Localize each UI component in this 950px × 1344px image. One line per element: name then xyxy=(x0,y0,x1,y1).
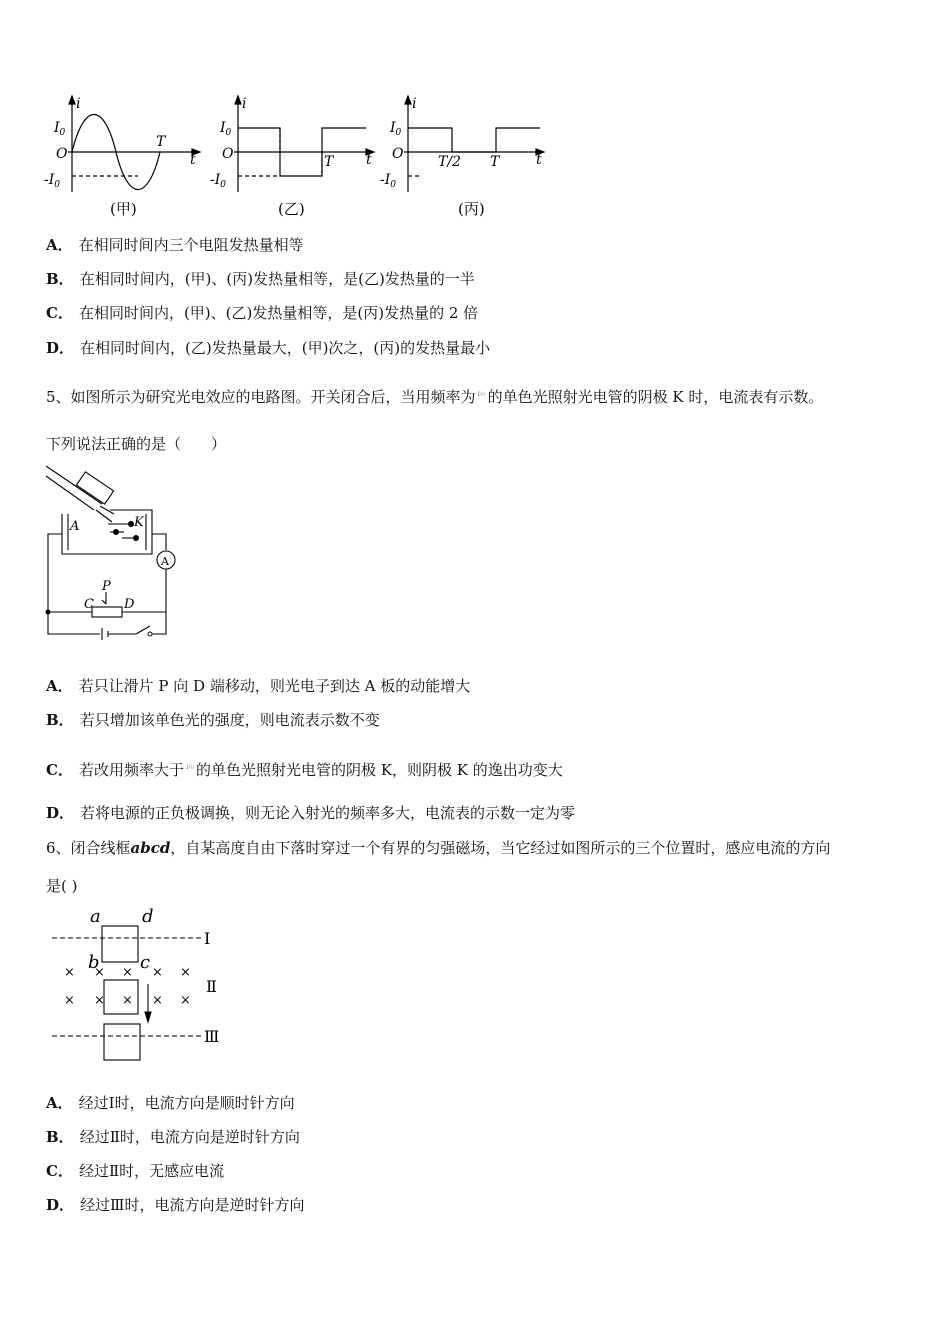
q4-option-d: D． 在相同时间内，(乙)发热量最大，(甲)次之，(丙)的发热量最小 xyxy=(46,339,491,357)
current-graphs-figure xyxy=(40,92,560,222)
q6-option-c: C． 经过Ⅱ时，无感应电流 xyxy=(46,1162,225,1180)
q5-option-b: B． 若只增加该单色光的强度，则电流表示数不变 xyxy=(46,711,380,729)
magnetic-field-figure xyxy=(46,904,236,1064)
cross-mark: × xyxy=(64,993,75,1008)
vertex-d-label: d xyxy=(142,906,154,927)
graph3-I0: $I_0$ xyxy=(390,120,402,138)
graph3-negI0: $-I_0$ xyxy=(380,172,396,190)
graph3-T-half: T/2 xyxy=(438,154,461,170)
graph1-axis-i: i xyxy=(76,96,81,112)
q6-option-d: D． 经过Ⅲ时，电流方向是逆时针方向 xyxy=(46,1196,305,1214)
cross-mark: × xyxy=(94,965,105,980)
graph3-caption: (丙) xyxy=(458,200,485,218)
cathode-label: K xyxy=(134,515,144,530)
q5-option-a: A． 若只让滑片 P 向 D 端移动，则光电子到达 A 板的动能增大 xyxy=(46,677,471,695)
q5-option-d: D． 若将电源的正负极调换，则无论入射光的频率多大，电流表的示数一定为零 xyxy=(46,804,576,822)
q4-option-a: A． 在相同时间内三个电阻发热量相等 xyxy=(46,236,304,254)
nu0-symbol: ν₀ xyxy=(185,762,195,771)
cross-mark: × xyxy=(180,993,191,1008)
cross-mark: × xyxy=(64,965,75,980)
q6-stem: 6、闭合线框abcd，自某高度自由下落时穿过一个有界的匀强磁场，当它经过如图所示的三个位置时，感应电流的方向 xyxy=(46,839,831,857)
rheostat-c-label: C xyxy=(84,597,94,612)
cross-mark: × xyxy=(180,965,191,980)
position-III-label: Ⅲ xyxy=(204,1027,220,1046)
anode-label: A xyxy=(70,519,80,534)
graph1-negI0: $-I_0$ xyxy=(44,172,60,190)
graph1-caption: (甲) xyxy=(110,200,137,218)
graph1-axis-t: t xyxy=(190,152,196,168)
graph2-axis-i: i xyxy=(242,96,247,112)
ammeter-label: A xyxy=(161,555,169,568)
graph1-T: T xyxy=(156,134,166,150)
position-I-label: Ⅰ xyxy=(204,929,211,948)
q5-option-c: C． 若改用频率大于 $^{\nu_0}$ 的单色光照射光电管的阴极 K，则阴极 K 的逸出功变大 xyxy=(46,761,563,779)
cross-mark: × xyxy=(122,993,133,1008)
field-crosses xyxy=(64,965,191,1008)
q5-stem: 5、如图所示为研究光电效应的电路图。开关闭合后，当用频率为 $^{\nu_0}$ 的单色光照射光电管的阴极 K 时，电流表有示数。 xyxy=(46,388,824,406)
graph2-caption: (乙) xyxy=(278,200,305,218)
slider-p-label: P xyxy=(102,579,111,594)
cross-mark: × xyxy=(122,965,133,980)
graph2-negI0: $-I_0$ xyxy=(210,172,226,190)
q4-option-c: C． 在相同时间内，(甲)、(乙)发热量相等，是(丙)发热量的 2 倍 xyxy=(46,304,479,322)
graph3-origin: O xyxy=(392,146,404,162)
cross-mark: × xyxy=(94,993,105,1008)
position-II-label: Ⅱ xyxy=(206,977,217,996)
vertex-c-label: c xyxy=(140,952,151,973)
graph3-axis-i: i xyxy=(412,96,417,112)
graph3-T: T xyxy=(490,154,500,170)
q6-stem-line2: 是( ) xyxy=(46,877,78,895)
q6-option-a: A． 经过Ⅰ时，电流方向是顺时针方向 xyxy=(46,1094,295,1112)
graph1-I0: $I_0$ xyxy=(54,120,66,138)
vertex-a-label: a xyxy=(90,906,101,927)
vertex-b-label: b xyxy=(88,952,100,973)
graph3-axis-t: t xyxy=(536,152,542,168)
cross-mark: × xyxy=(152,993,163,1008)
graph2-origin: O xyxy=(222,146,234,162)
nu0-symbol: ν₀ xyxy=(477,389,486,398)
photoelectric-circuit-figure xyxy=(40,462,190,646)
q4-option-b: B． 在相同时间内，(甲)、(丙)发热量相等，是(乙)发热量的一半 xyxy=(46,270,475,288)
graph1-origin: O xyxy=(56,146,68,162)
rheostat-d-label: D xyxy=(124,597,135,612)
graph2-axis-t: t xyxy=(366,152,372,168)
graph2-I0: $I_0$ xyxy=(220,120,232,138)
graph2-T: T xyxy=(324,154,334,170)
q5-stem-line2: 下列说法正确的是（ ） xyxy=(46,435,227,453)
q6-option-b: B． 经过Ⅱ时，电流方向是逆时针方向 xyxy=(46,1128,300,1146)
cross-mark: × xyxy=(152,965,163,980)
